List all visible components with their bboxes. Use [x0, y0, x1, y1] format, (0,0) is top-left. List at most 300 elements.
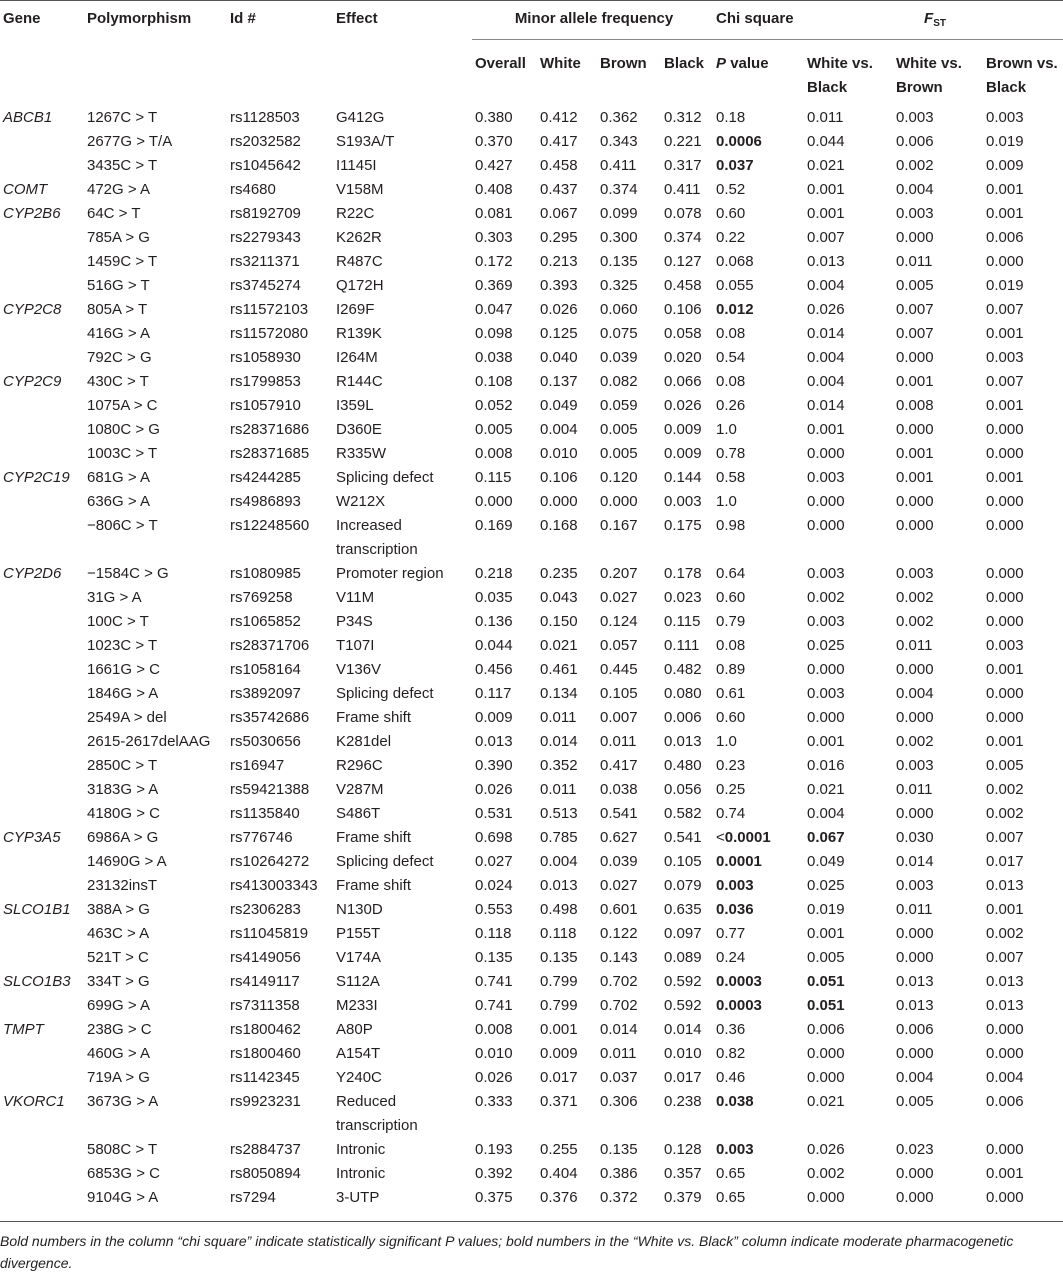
id-cell: rs1045642: [230, 157, 301, 174]
table-row: [0, 1138, 1063, 1162]
gene-cell: [0, 586, 84, 610]
white-cell: 0.135: [540, 949, 578, 966]
overall-cell: 0.027: [475, 853, 513, 870]
black-cell: 0.411: [664, 181, 701, 198]
effect-cell: Frame shift: [336, 829, 412, 846]
white-cell: 0.004: [540, 853, 578, 870]
id-cell: rs1080985: [230, 565, 301, 582]
white-vs-brown-cell: 0.000: [896, 661, 934, 678]
white-cell: 0.017: [540, 1069, 578, 1086]
effect-cell: K281del: [336, 733, 392, 750]
header-polymorphism: Polymorphism: [87, 10, 192, 27]
id-cell: rs35742686: [230, 709, 310, 726]
id-cell: rs1065852: [230, 613, 301, 630]
brown-cell: 0.372: [600, 1189, 638, 1206]
black-cell: 0.105: [664, 853, 702, 870]
gene-cell: [0, 274, 84, 298]
black-cell: 0.458: [664, 277, 702, 294]
table-row: [0, 874, 1063, 898]
id-cell: rs3211371: [230, 253, 300, 270]
p-value-cell: [713, 586, 804, 610]
brown-vs-black-cell: 0.003: [986, 637, 1024, 654]
brown-vs-black-cell: 0.000: [986, 1189, 1024, 1206]
brown-vs-black-cell: 0.001: [986, 1165, 1024, 1182]
white-vs-brown-cell: 0.006: [896, 133, 934, 150]
overall-cell: 0.741: [475, 973, 513, 990]
id-cell: rs776746: [230, 829, 293, 846]
black-cell: 0.238: [664, 1093, 702, 1110]
p-value: 0.037: [716, 157, 754, 174]
white-vs-brown-cell: 0.007: [896, 325, 934, 342]
table-footnote: Bold numbers in the column “chi square” indicate statistically significant P values; bold numbers in the “White vs. Black” column indicate moderate pharmacogenetic divergence.: [0, 1233, 1014, 1271]
overall-cell: 0.013: [475, 733, 513, 750]
id-cell: rs2279343: [230, 229, 301, 246]
white-cell: 0.417: [540, 133, 578, 150]
white-vs-brown-cell: 0.003: [896, 205, 934, 222]
brown-vs-black-cell: 0.019: [986, 277, 1024, 294]
white-cell: 0.118: [540, 925, 577, 942]
header-p-value: [713, 40, 804, 101]
p-value-cell: [713, 298, 804, 322]
p-value: 0.22: [716, 229, 746, 246]
white-vs-brown-cell: 0.000: [896, 517, 934, 534]
table-row: [0, 850, 1063, 874]
p-value: 0.0001: [724, 829, 771, 846]
header-brown-vs-black: Brown vs. Black: [983, 40, 1063, 101]
gene-cell: [0, 1138, 84, 1162]
white-cell: 0.137: [540, 373, 578, 390]
table-row: [0, 802, 1063, 826]
white-vs-brown-cell: 0.002: [896, 733, 934, 750]
effect-cell: Promoter region: [336, 565, 444, 582]
p-value-cell: [713, 754, 804, 778]
table-row: [0, 202, 1063, 226]
gene-cell: [0, 346, 84, 370]
white-vs-black-cell: 0.044: [807, 133, 845, 150]
brown-vs-black-cell: 0.007: [986, 829, 1024, 846]
white-cell: 0.461: [540, 661, 578, 678]
overall-cell: 0.026: [475, 1069, 513, 1086]
brown-cell: 0.060: [600, 301, 638, 318]
black-cell: 0.312: [664, 109, 702, 126]
overall-cell: 0.303: [475, 229, 513, 246]
white-vs-black-cell: 0.001: [807, 421, 845, 438]
gene-cell: [0, 226, 84, 250]
p-value: 1.0: [716, 493, 737, 510]
white-vs-black-cell: 0.000: [807, 1045, 845, 1062]
overall-cell: 0.333: [475, 1093, 513, 1110]
p-value-cell: [713, 682, 804, 706]
white-vs-black-cell: 0.000: [807, 517, 845, 534]
white-cell: 0.011: [540, 781, 577, 798]
p-value: 0.74: [716, 805, 746, 822]
white-cell: 0.150: [540, 613, 578, 630]
overall-cell: 0.135: [475, 949, 513, 966]
white-cell: 0.011: [540, 709, 577, 726]
table-row: [0, 1186, 1063, 1210]
p-value-cell: [713, 370, 804, 394]
p-value-cell: [713, 730, 804, 754]
black-cell: 0.058: [664, 325, 702, 342]
brown-cell: 0.445: [600, 661, 638, 678]
white-vs-brown-cell: 0.000: [896, 229, 934, 246]
p-value: 0.25: [716, 781, 746, 798]
brown-cell: 0.011: [600, 733, 637, 750]
black-cell: 0.014: [664, 1021, 702, 1038]
overall-cell: 0.456: [475, 661, 513, 678]
brown-cell: 0.038: [600, 781, 638, 798]
polymorphism-cell: 6853G > C: [87, 1165, 160, 1182]
p-value: 0.52: [716, 181, 746, 198]
p-value-cell: [713, 850, 804, 874]
brown-vs-black-cell: 0.002: [986, 781, 1024, 798]
p-value: 0.65: [716, 1189, 746, 1206]
black-cell: 0.374: [664, 229, 702, 246]
table-row: [0, 418, 1063, 442]
gene-cell: [0, 658, 84, 682]
brown-cell: 0.082: [600, 373, 638, 390]
table-row: [0, 730, 1063, 754]
effect-cell: N130D: [336, 901, 383, 918]
p-value-cell: [713, 154, 804, 178]
overall-cell: 0.052: [475, 397, 513, 414]
white-vs-black-cell: 0.007: [807, 229, 845, 246]
id-cell: rs10264272: [230, 853, 310, 870]
white-vs-brown-cell: 0.001: [896, 373, 934, 390]
white-vs-brown-cell: 0.005: [896, 1093, 934, 1110]
black-cell: 0.056: [664, 781, 702, 798]
brown-cell: 0.417: [600, 757, 638, 774]
overall-cell: 0.370: [475, 133, 513, 150]
polymorphism-cell: 805A > T: [87, 301, 148, 318]
overall-cell: 0.008: [475, 1021, 513, 1038]
white-vs-brown-cell: 0.000: [896, 709, 934, 726]
p-value: 0.46: [716, 1069, 746, 1086]
table-row: [0, 154, 1063, 178]
white-vs-black-cell: 0.016: [807, 757, 845, 774]
white-vs-black-cell: 0.003: [807, 613, 845, 630]
brown-vs-black-cell: 0.009: [986, 157, 1024, 174]
table-row: [0, 946, 1063, 970]
polymorphism-cell: 1846G > A: [87, 685, 159, 702]
overall-cell: 0.531: [475, 805, 513, 822]
id-cell: rs413003343: [230, 877, 318, 894]
polymorphism-cell: 2850C > T: [87, 757, 158, 774]
p-value: 0.068: [716, 253, 754, 270]
black-cell: 0.026: [664, 397, 702, 414]
p-value-cell: [713, 1066, 804, 1090]
overall-cell: 0.035: [475, 589, 513, 606]
black-cell: 0.592: [664, 997, 702, 1014]
effect-cell: 3-UTP: [336, 1189, 380, 1206]
black-cell: 0.379: [664, 1189, 702, 1206]
table-row: [0, 922, 1063, 946]
white-vs-black-cell: 0.000: [807, 709, 845, 726]
fst-subscript: ST: [933, 18, 946, 29]
effect-cell: M233I: [336, 997, 378, 1014]
polymorphism-cell: 460G > A: [87, 1045, 150, 1062]
p-value-cell: [713, 562, 804, 586]
p-value: 0.08: [716, 373, 746, 390]
overall-cell: 0.136: [475, 613, 513, 630]
brown-cell: 0.374: [600, 181, 638, 198]
brown-vs-black-cell: 0.002: [986, 805, 1024, 822]
table-row: [0, 970, 1063, 994]
white-vs-black-cell: 0.025: [807, 877, 845, 894]
black-cell: 0.592: [664, 973, 702, 990]
p-value-cell: [713, 1186, 804, 1210]
header-minor-allele-frequency: Minor allele frequency: [514, 10, 674, 27]
brown-vs-black-cell: 0.000: [986, 1021, 1024, 1038]
overall-cell: 0.024: [475, 877, 513, 894]
white-vs-black-cell: 0.000: [807, 661, 845, 678]
brown-vs-black-cell: 0.001: [986, 181, 1024, 198]
polymorphism-cell: 1075A > C: [87, 397, 158, 414]
overall-cell: 0.117: [475, 685, 512, 702]
polymorphism-cell: 416G > A: [87, 325, 150, 342]
id-cell: rs1128503: [230, 109, 300, 126]
white-cell: 0.437: [540, 181, 578, 198]
brown-cell: 0.037: [600, 1069, 638, 1086]
id-cell: rs59421388: [230, 781, 310, 798]
white-vs-black-cell: 0.051: [807, 973, 845, 990]
table-row: [0, 682, 1063, 706]
white-vs-brown-cell: 0.000: [896, 421, 934, 438]
p-value-cell: [713, 802, 804, 826]
polymorphism-cell: 699G > A: [87, 997, 150, 1014]
p-value: 0.08: [716, 637, 746, 654]
header-gene: Gene: [3, 10, 41, 27]
brown-cell: 0.300: [600, 229, 638, 246]
effect-cell: W212X: [336, 493, 386, 510]
p-value-cell: [713, 178, 804, 202]
id-cell: rs1058930: [230, 349, 301, 366]
black-cell: 0.023: [664, 589, 702, 606]
p-value-cell: [713, 1090, 804, 1138]
white-vs-black-cell: 0.014: [807, 397, 845, 414]
black-cell: 0.482: [664, 661, 702, 678]
table-row: [0, 1018, 1063, 1042]
white-vs-brown-cell: 0.008: [896, 397, 934, 414]
p-value-cell: [713, 1162, 804, 1186]
table-row: [0, 1162, 1063, 1186]
p-value: 0.0003: [716, 997, 762, 1014]
brown-vs-black-cell: 0.001: [986, 325, 1024, 342]
white-cell: 0.000: [540, 493, 578, 510]
white-cell: 0.213: [540, 253, 578, 270]
white-vs-brown-cell: 0.003: [896, 877, 934, 894]
gene-cell: [0, 130, 84, 154]
white-vs-brown-cell: 0.000: [896, 1189, 934, 1206]
id-cell: rs4986893: [230, 493, 301, 510]
polymorphism-cell: 636G > A: [87, 493, 150, 510]
p-value-cell: [713, 706, 804, 730]
white-vs-brown-cell: 0.004: [896, 181, 934, 198]
white-vs-brown-cell: 0.001: [896, 469, 934, 486]
effect-cell: K262R: [336, 229, 382, 246]
effect-cell: G412G: [336, 109, 385, 126]
overall-cell: 0.000: [475, 493, 513, 510]
black-cell: 0.144: [664, 469, 702, 486]
white-vs-brown-cell: 0.013: [896, 997, 934, 1014]
polymorphism-cell: 388A > G: [87, 901, 150, 918]
effect-cell: S112A: [336, 973, 380, 990]
id-cell: rs2884737: [230, 1141, 301, 1158]
black-cell: 0.013: [664, 733, 702, 750]
gene-cell: [0, 946, 84, 970]
effect-cell: R335W: [336, 445, 387, 462]
table-row: [0, 298, 1063, 322]
id-cell: rs1800460: [230, 1045, 301, 1062]
brown-vs-black-cell: 0.003: [986, 349, 1024, 366]
white-vs-brown-cell: 0.000: [896, 1045, 934, 1062]
overall-cell: 0.009: [475, 709, 513, 726]
white-cell: 0.001: [540, 1021, 578, 1038]
table-row: [0, 178, 1063, 202]
overall-cell: 0.038: [475, 349, 513, 366]
effect-cell: I1145I: [336, 157, 377, 174]
white-vs-brown-cell: 0.004: [896, 685, 934, 702]
effect-cell: Q172H: [336, 277, 384, 294]
fst-letter: F: [924, 10, 934, 27]
effect-cell: Frame shift: [336, 877, 412, 894]
p-value-cell: [713, 874, 804, 898]
brown-cell: 0.120: [600, 469, 638, 486]
black-cell: 0.480: [664, 757, 702, 774]
p-value: 0.003: [716, 1141, 754, 1158]
brown-cell: 0.057: [600, 637, 638, 654]
black-cell: 0.175: [664, 517, 702, 534]
white-cell: 0.393: [540, 277, 578, 294]
white-vs-black-cell: 0.000: [807, 1069, 845, 1086]
gene-cell: [0, 322, 84, 346]
brown-cell: 0.000: [600, 493, 638, 510]
overall-cell: 0.193: [475, 1141, 513, 1158]
black-cell: 0.009: [664, 421, 702, 438]
p-value: 0.36: [716, 1021, 746, 1038]
effect-cell: R22C: [336, 205, 375, 222]
brown-cell: 0.702: [600, 973, 638, 990]
gene-cell: TMPT: [3, 1021, 44, 1038]
effect-cell: I359L: [336, 397, 374, 414]
header-white-vs-brown: White vs. Brown: [893, 40, 983, 101]
gene-cell: CYP2C19: [3, 469, 70, 486]
gene-cell: [0, 706, 84, 730]
effect-cell: Y240C: [336, 1069, 382, 1086]
id-cell: rs16947: [230, 757, 285, 774]
white-cell: 0.004: [540, 421, 578, 438]
table-row: [0, 442, 1063, 466]
p-value-cell: [713, 418, 804, 442]
gene-cell: [0, 850, 84, 874]
id-cell: rs2032582: [230, 133, 301, 150]
white-vs-black-cell: 0.019: [807, 901, 845, 918]
polymorphism-cell: 472G > A: [87, 181, 150, 198]
id-cell: rs9923231: [230, 1093, 301, 1110]
p-value-cell: [713, 970, 804, 994]
id-cell: rs12248560: [230, 517, 310, 534]
effect-cell: R296C: [336, 757, 383, 774]
polymorphism-cell: 9104G > A: [87, 1189, 159, 1206]
brown-vs-black-cell: 0.001: [986, 733, 1024, 750]
polymorphism-cell: 3673G > A: [87, 1093, 159, 1110]
white-cell: 0.352: [540, 757, 578, 774]
table-row: [0, 466, 1063, 490]
gene-cell: [0, 154, 84, 178]
overall-cell: 0.026: [475, 781, 513, 798]
brown-vs-black-cell: 0.000: [986, 1141, 1024, 1158]
p-value-cell: [713, 610, 804, 634]
overall-cell: 0.172: [475, 253, 513, 270]
effect-cell: V11M: [336, 589, 375, 606]
id-cell: rs8192709: [230, 205, 301, 222]
white-vs-brown-cell: 0.000: [896, 805, 934, 822]
white-vs-black-cell: 0.021: [807, 1093, 845, 1110]
black-cell: 0.003: [664, 493, 702, 510]
brown-cell: 0.167: [600, 517, 638, 534]
brown-cell: 0.105: [600, 685, 638, 702]
p-value: 0.08: [716, 325, 746, 342]
overall-cell: 0.010: [475, 1045, 513, 1062]
table-row: [0, 778, 1063, 802]
brown-cell: 0.386: [600, 1165, 638, 1182]
effect-cell: Reduced transcription: [336, 1093, 418, 1134]
id-cell: rs1135840: [230, 805, 300, 822]
polymorphism-cell: 3183G > A: [87, 781, 159, 798]
p-value-cell: [713, 1018, 804, 1042]
effect-cell: A80P: [336, 1021, 373, 1038]
white-vs-brown-cell: 0.003: [896, 109, 934, 126]
effect-cell: P155T: [336, 925, 381, 942]
white-vs-brown-cell: 0.000: [896, 349, 934, 366]
polymorphism-cell: 5808C > T: [87, 1141, 158, 1158]
white-vs-black-cell: 0.003: [807, 685, 845, 702]
black-cell: 0.089: [664, 949, 702, 966]
gene-cell: [0, 754, 84, 778]
polymorphism-cell: 719A > G: [87, 1069, 150, 1086]
p-value-cell: [713, 490, 804, 514]
brown-vs-black-cell: 0.005: [986, 757, 1024, 774]
effect-cell: R487C: [336, 253, 383, 270]
p-value-cell: [713, 202, 804, 226]
white-cell: 0.799: [540, 973, 578, 990]
brown-vs-black-cell: 0.000: [986, 685, 1024, 702]
overall-cell: 0.427: [475, 157, 513, 174]
white-vs-black-cell: 0.000: [807, 1189, 845, 1206]
p-value: 1.0: [716, 421, 737, 438]
gene-cell: CYP2B6: [3, 205, 61, 222]
white-vs-black-cell: 0.001: [807, 925, 845, 942]
id-cell: rs28371706: [230, 637, 310, 654]
brown-vs-black-cell: 0.007: [986, 949, 1024, 966]
brown-cell: 0.075: [600, 325, 638, 342]
white-vs-black-cell: 0.003: [807, 565, 845, 582]
brown-vs-black-cell: 0.007: [986, 373, 1024, 390]
brown-cell: 0.059: [600, 397, 638, 414]
polymorphism-cell: 31G > A: [87, 589, 142, 606]
p-value: 0.61: [716, 685, 746, 702]
p-value: 0.82: [716, 1045, 746, 1062]
overall-cell: 0.392: [475, 1165, 513, 1182]
brown-vs-black-cell: 0.013: [986, 973, 1024, 990]
id-cell: rs7294: [230, 1189, 276, 1206]
polymorphism-cell: 238G > C: [87, 1021, 152, 1038]
id-cell: rs4680: [230, 181, 276, 198]
black-cell: 0.635: [664, 901, 702, 918]
gene-cell: [0, 1162, 84, 1186]
brown-cell: 0.124: [600, 613, 638, 630]
brown-cell: 0.362: [600, 109, 638, 126]
